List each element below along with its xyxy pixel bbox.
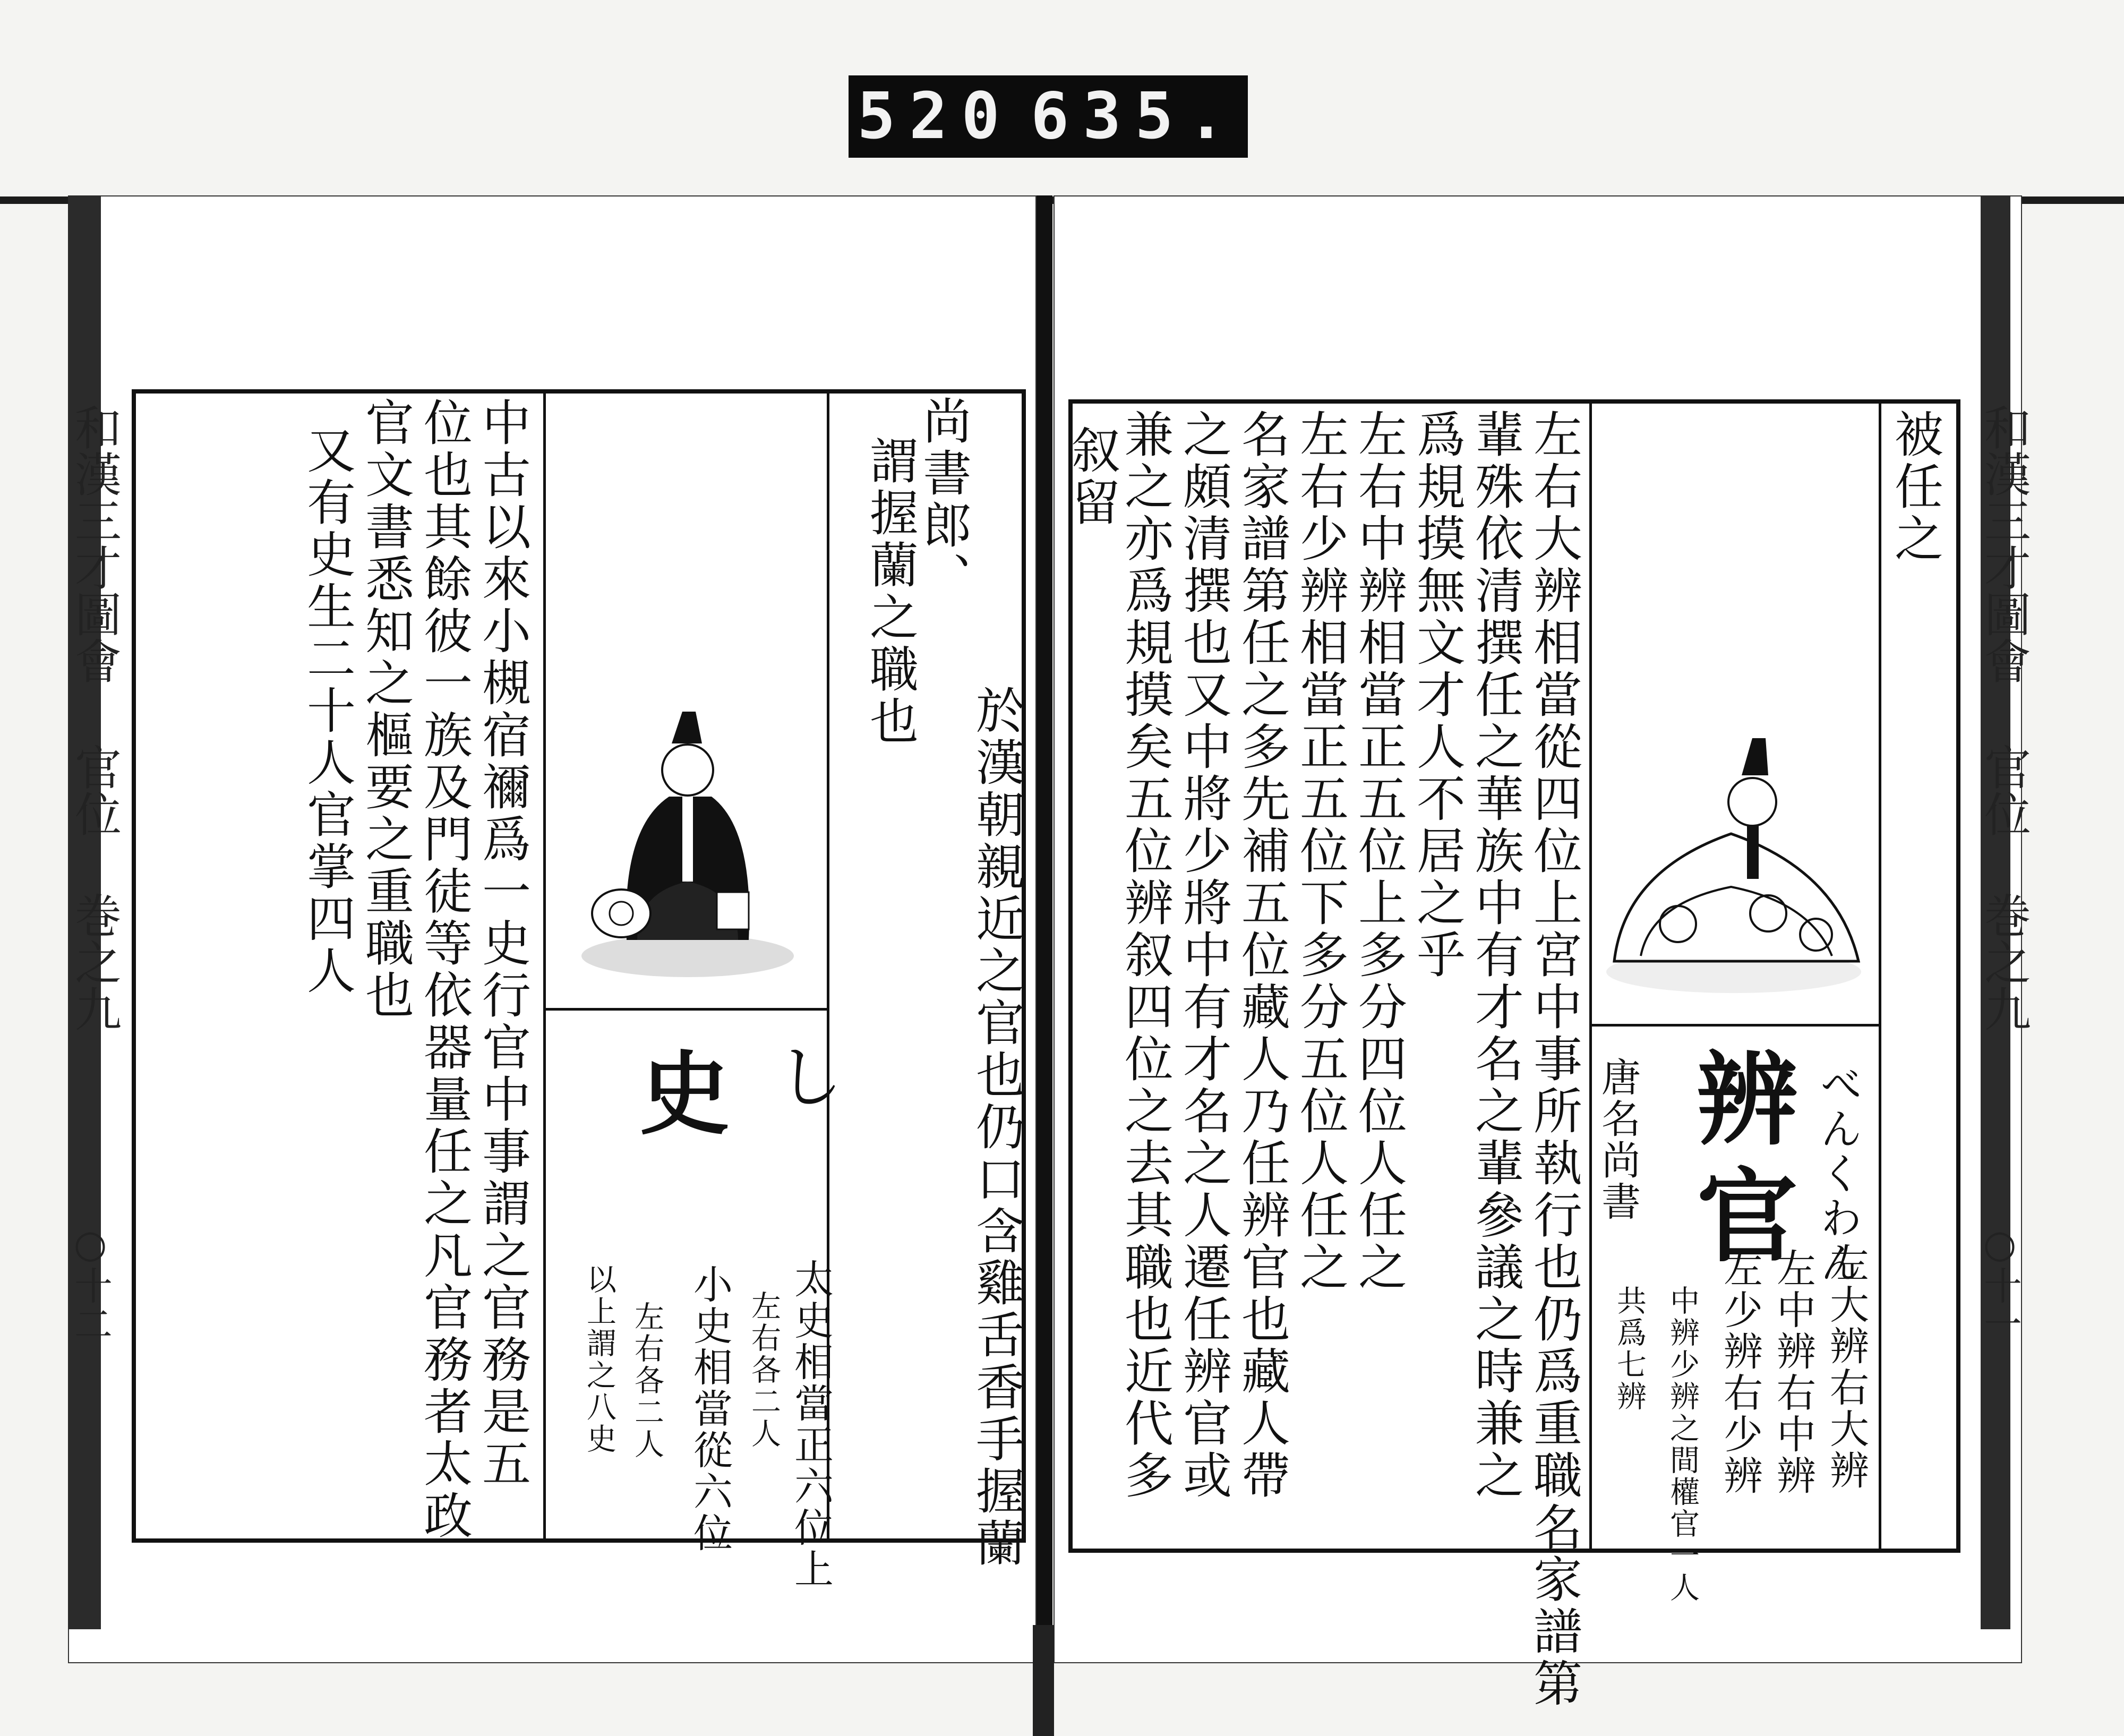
right-body-col-9: 叙留 <box>1064 425 1120 529</box>
right-sub-col-4: 中辨少辨之間權官一人 <box>1665 1285 1700 1604</box>
right-sub-col-3: 左少辨右少辨 <box>1717 1248 1763 1496</box>
left-margin-section: 官位 巻之九 <box>67 743 122 1032</box>
left-header-col-2: 謂握蘭之職也 <box>862 435 919 748</box>
left-sub-col-2: 左右各二人 <box>747 1290 781 1450</box>
right-body-col-7: 之頗清撰也又中將少將中有才名之人遷任辨官或 <box>1175 409 1232 1502</box>
right-margin-title: 和漢三才圖會 <box>1977 404 2032 684</box>
left-picture-divider <box>544 1008 828 1011</box>
counter-left-number: 520 <box>857 80 1014 153</box>
right-sub-col-5: 共爲七辨 <box>1612 1285 1647 1413</box>
left-margin-folio: ○十二 <box>68 1221 113 1342</box>
right-body-col-3: 爲規摸無文才人不居之乎 <box>1409 409 1466 981</box>
seated-official-illustration <box>563 690 812 988</box>
right-divider-body <box>1589 404 1592 1550</box>
left-body-col-2: 位也其餘彼一族及門徒等依器量任之凡官務者太政 <box>416 397 473 1542</box>
left-sub-col-3: 小史相當從六位 <box>687 1264 733 1554</box>
right-tang-name: 唐名尚書 <box>1595 1057 1641 1222</box>
right-divider-note <box>1879 404 1881 1550</box>
right-body-col-5: 左右少辨相當正五位下多分五位人任之 <box>1292 409 1349 1294</box>
left-body-col-1: 中古以來小槻宿禰爲一史行官中事謂之官務是五 <box>474 397 531 1490</box>
left-header-col-1: 尚書郎、 <box>915 396 972 604</box>
right-top-note: 被任之 <box>1887 409 1943 565</box>
right-picture-divider <box>1590 1024 1880 1027</box>
left-sub-col-1: 太史相當正六位上 <box>788 1259 834 1590</box>
right-entry-title: 辨官 <box>1680 1046 1798 1280</box>
right-sub-col-2: 左中辨右中辨 <box>1770 1248 1816 1496</box>
left-sub-col-5: 以上謂之八史 <box>582 1264 616 1455</box>
right-margin-folio: ○十一 <box>1977 1221 2022 1342</box>
right-body-col-8: 兼之亦爲規摸矣五位辨叙四位之去其職也近代多 <box>1117 409 1174 1502</box>
left-entry-title: 史 <box>624 1046 730 1136</box>
left-header-text: 於漢朝親近之官也仍口含雞舌香手握蘭 <box>968 685 1025 1570</box>
left-body-col-4: 又有史生二十人官掌四人 <box>299 425 356 997</box>
spine-bottom-strip <box>1033 1625 1054 1736</box>
left-entry-kana: し <box>764 1041 845 1110</box>
left-body-col-3: 官文書悉知之樞要之重職也 <box>357 397 414 1022</box>
right-margin-section: 官位 巻之九 <box>1977 743 2032 1032</box>
archive-counter <box>849 75 1248 158</box>
right-entry-kana: べんくわん <box>1813 1062 1862 1285</box>
left-margin-title: 和漢三才圖會 <box>67 404 122 684</box>
right-body-col-6: 名家譜第任之多先補五位藏人乃任辨官也藏人帶 <box>1234 409 1290 1502</box>
right-body-col-2: 輩殊依清撰任之華族中有才名之輩參議之時兼之 <box>1467 409 1524 1502</box>
book-spine <box>1037 195 1052 1736</box>
seated-noble-illustration <box>1593 712 1874 998</box>
right-body-col-4: 左右中辨相當正五位上多分四位人任之 <box>1350 409 1407 1294</box>
left-sub-col-4: 左右各二人 <box>630 1301 664 1460</box>
right-sub-col-1: 左大辨右大辨 <box>1823 1243 1869 1491</box>
left-divider-body <box>543 393 546 1539</box>
right-body-col-1: 左右大辨相當從四位上宮中事所執行也仍爲重職名家譜第 <box>1526 409 1582 1710</box>
counter-right-number: 635. <box>1030 80 1239 153</box>
